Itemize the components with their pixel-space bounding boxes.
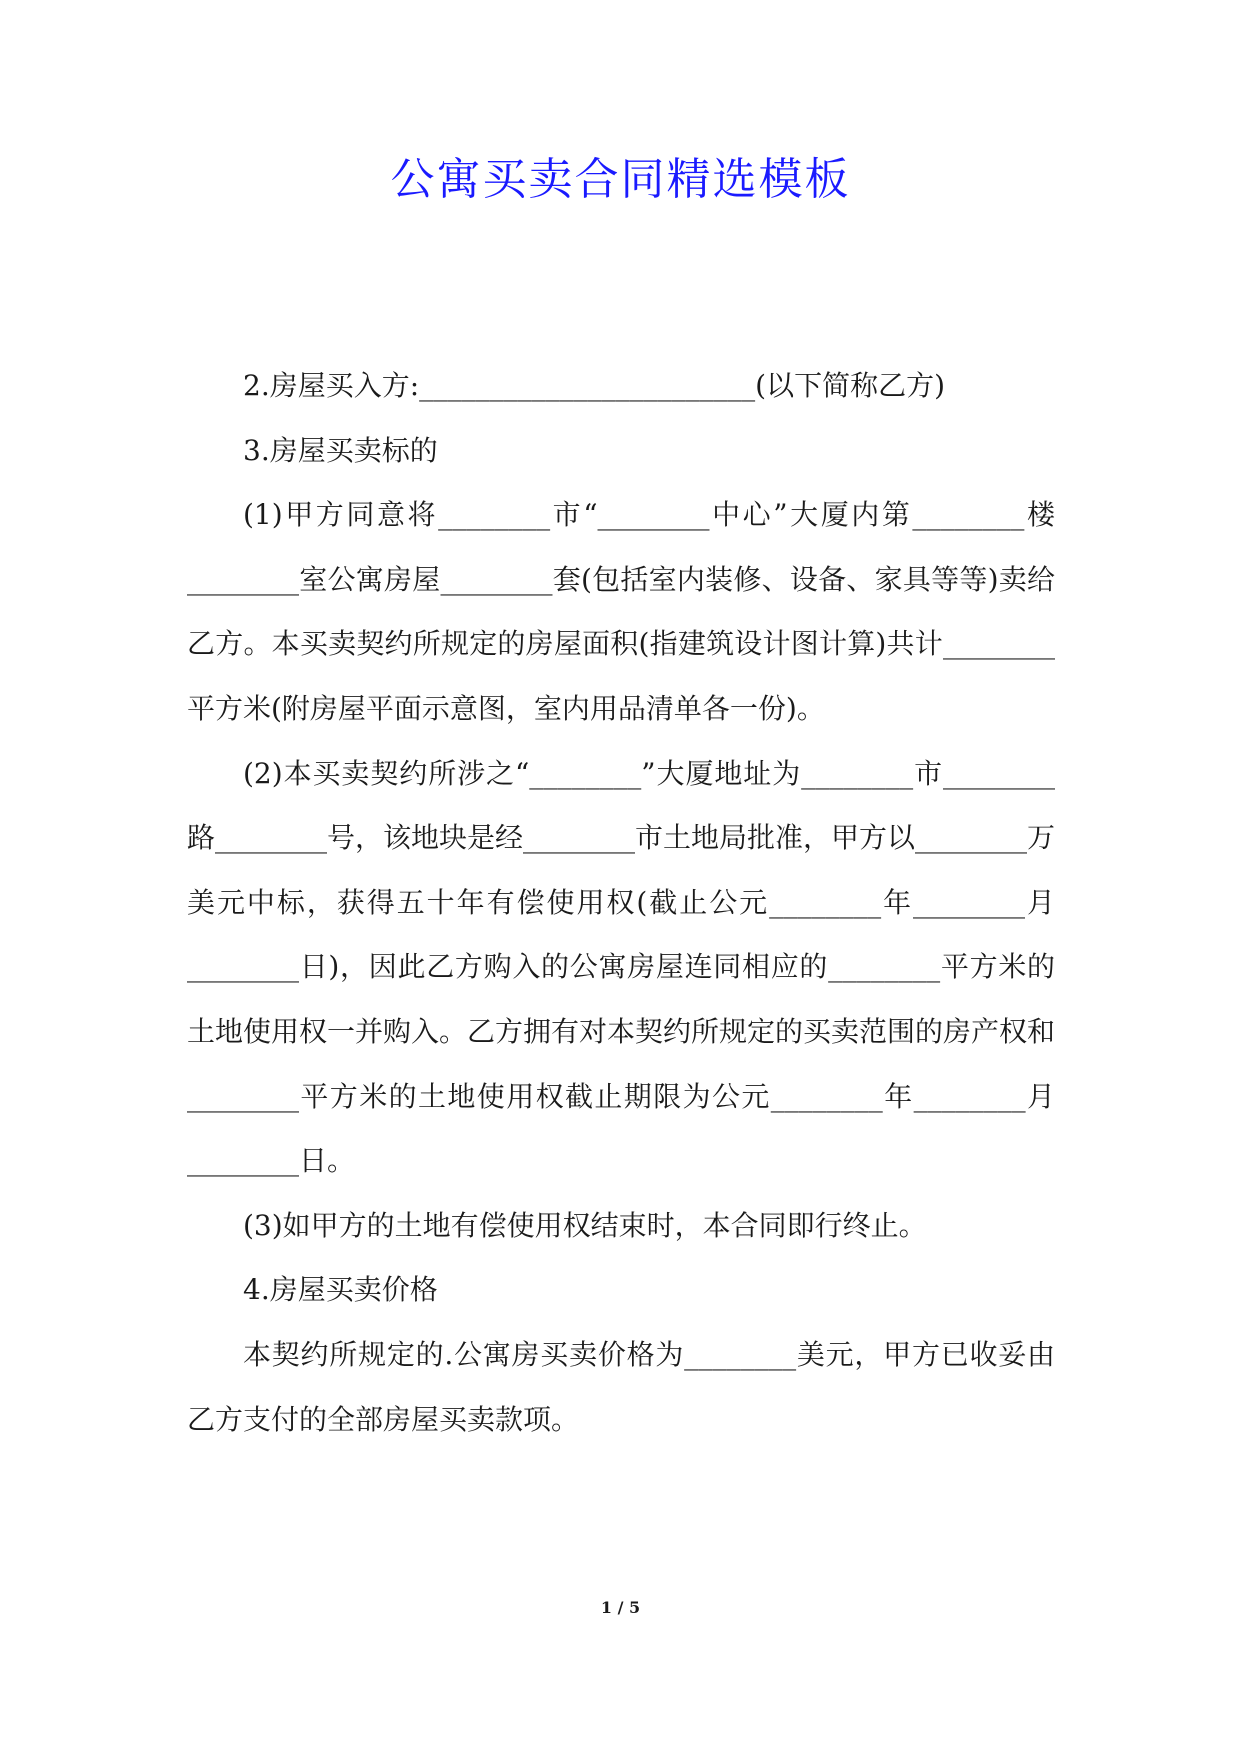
paragraph-clause-2: (2)本买卖契约所涉之“________”大厦地址为________市________路________号，该地块是经________市土地局批准，甲方以________万美元中标，获得五十年有偿使用权(截止公元________年________月________日)，因此乙方购入的公寓房屋连同相应的________平方米的土地使用权一并购入。乙方拥有对本契约所规定的买卖范围的房产权和________平方米的土地使用权截止期限为公元________年________月________日。: [187, 756, 1056, 1178]
page-number: 1 / 5: [600, 1598, 641, 1617]
paragraph-price: 本契约所规定的.公寓房买卖价格为________美元，甲方已收妥由乙方支付的全部房屋买卖款项。: [187, 1337, 1055, 1436]
paragraph-subject-heading: 3.房屋买卖标的: [243, 433, 438, 467]
paragraph-buyer: 2.房屋买入方:________________________(以下简称乙方): [243, 369, 945, 402]
document-title: 公寓买卖合同精选模板: [390, 154, 851, 205]
paragraph-clause-1: (1)甲方同意将________市“________中心”大厦内第________楼________室公寓房屋________套(包括室内装修、设备、家具等等)卖给乙方。本买卖契约所规定的房屋面积(指建筑设计图计算)共计________平方米(附房屋平面示意图，室内用品清单各一份)。: [187, 498, 1055, 725]
document-body: [187, 354, 1055, 1452]
paragraph-clause-3: (3)如甲方的土地有偿使用权结束时，本合同即行终止。: [243, 1208, 927, 1242]
paragraph-price-heading: 4.房屋买卖价格: [243, 1273, 438, 1307]
